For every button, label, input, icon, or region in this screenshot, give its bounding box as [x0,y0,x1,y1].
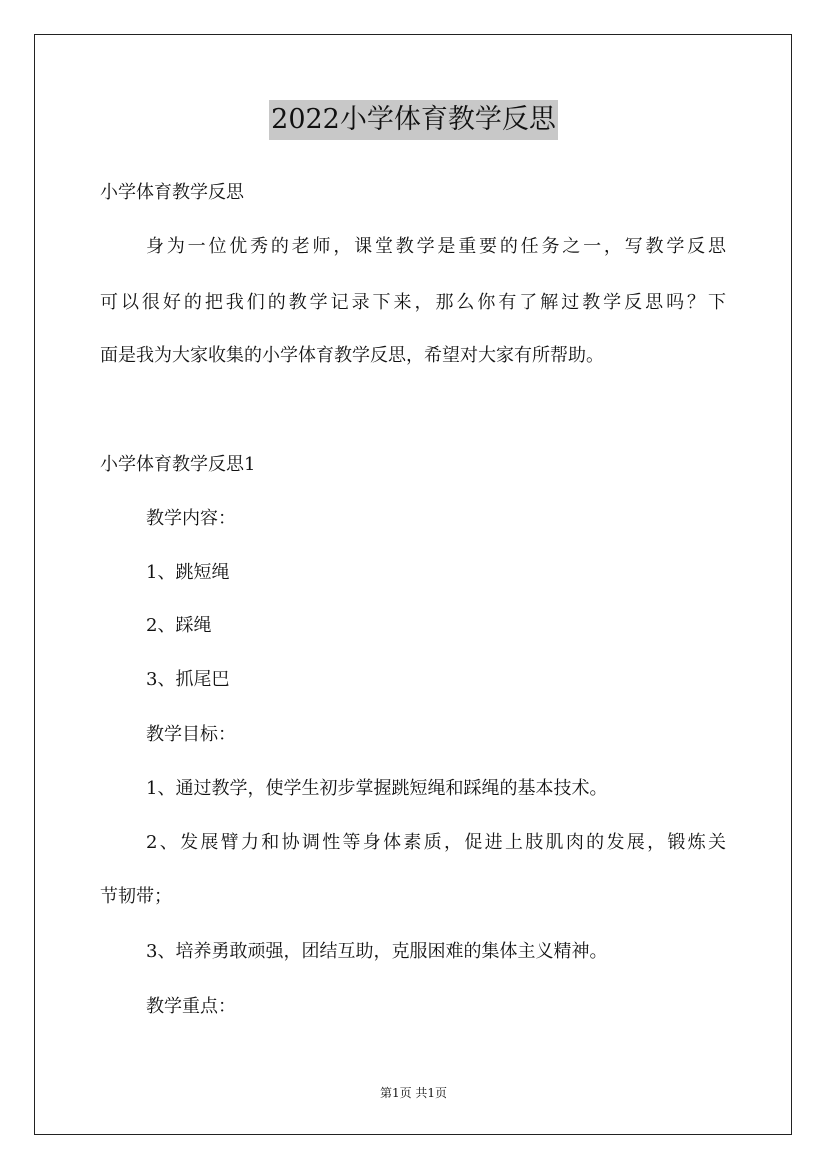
goals-label: 教学目标： [146,724,236,745]
goal-3: 3、培养勇敢顽强，团结互助，克服困难的集体主义精神。 [146,941,608,962]
content-item-3: 3、抓尾巴 [146,669,230,690]
intro-line-3: 面是我为大家收集的小学体育教学反思，希望对大家有所帮助。 [100,345,604,366]
section-heading: 小学体育教学反思1 [100,454,256,475]
goal-2-line-2: 节韧带； [100,886,172,907]
content-item-2: 2、踩绳 [146,615,212,636]
title-container [0,100,827,140]
document-title: 2022小学体育教学反思 [269,100,558,140]
content-label: 教学内容： [146,508,236,529]
key-points-label: 教学重点： [146,996,236,1017]
intro-line-2: 可以很好的把我们的教学记录下来，那么你有了解过教学反思吗？下 [100,292,726,313]
document-subtitle: 小学体育教学反思 [100,182,244,203]
content-item-1: 1、跳短绳 [146,562,230,583]
goal-2-line-1: 2、发展臂力和协调性等身体素质，促进上肢肌肉的发展，锻炼关 [146,832,726,853]
page-footer: 第1页 共1页 [379,1086,448,1100]
intro-line-1: 身为一位优秀的老师，课堂教学是重要的任务之一，写教学反思 [146,236,726,257]
goal-1: 1、通过教学，使学生初步掌握跳短绳和踩绳的基本技术。 [146,778,608,799]
